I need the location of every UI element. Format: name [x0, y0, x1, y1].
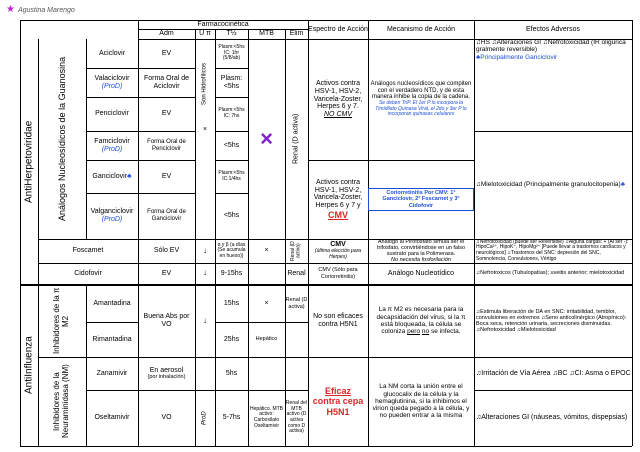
drug-oseltamivir: Oseltamivir [94, 414, 130, 422]
upi-analogos-x: × [202, 126, 208, 134]
header-farmacocinetica: Farmacocinética [197, 20, 249, 28]
adm-valganciclovir: Forma Oral de Ganciclovir [147, 209, 186, 222]
drug-foscarnet: Foscamet [72, 247, 104, 255]
mtb-amantadina: × [264, 299, 269, 307]
efectos-oseltamivir: ♫Alteraciones GI (náuseas, vómitos, dispepsias) [476, 414, 628, 422]
group-antiherpetoviridae: AntiHerpetoviridae [23, 120, 35, 203]
grid-line [632, 20, 633, 446]
mecanismo-analogos-1: Análogos nucleosídicos que compiten con el verdadero NTD, y de esta manera inhibe la copia de la cadena. Se deben TriP. El 1er P lo incorpora la Timidilato Quinasa Viral, el 2do y 3er P lo incorporan quinasas celulares [370, 81, 472, 118]
elim-cidofovir: Renal [287, 269, 306, 277]
drug-valganciclovir: Valganciclovir (ProD) [90, 208, 134, 223]
drug-rimantadina: Rimantadina [92, 335, 132, 343]
espectro-cidofovir: CMV (Sólo para Coriorretinitis) [318, 267, 358, 280]
upi-foscarnet: ↓ [203, 245, 207, 255]
mtb-foscarnet: × [264, 247, 269, 255]
efectos-zanamivir: ♫Irritación de Vía Aérea ♫BC ♫CI: Asma o EPOC [476, 369, 631, 377]
adm-valaciclovir: Forma Oral de Aciclovir [143, 74, 190, 90]
header-elim: Elim [289, 30, 304, 38]
grid-line [20, 446, 632, 447]
mecanismo-foscarnet: Análogo al Pirofosfato simula ser el trifosfato, convirtiéndose en un falso sustrato para la Polimerasa. No necesita fosforilación [376, 239, 466, 263]
adm-m2: Buena Abs por VO [143, 313, 190, 328]
star-icon: ★ [6, 4, 15, 15]
efectos-m2: ♫Estimula liberación de DA en SNC: irritabilidad, temblor, convulsiones en extremos ♫Seno anticolinérgico (Atropínico): Boca seca, retención urinaria, secreciones disminuidas. ♫Nefrotoxicidad ♫Mielotoxicidad [476, 308, 627, 334]
group-inhib-m2: Inhibidores de la π M2 [52, 287, 70, 355]
mtb-oseltamivir: Hepático. MTB activo: Carboxilato Oseltamivir [249, 405, 284, 429]
thalf-valganciclovir: <5hs [223, 212, 240, 220]
efectos-foscarnet: ♫Nefrotoxicidad (puede ser Reversible) ♫Alguna cargas: + (Al ser -): HipoCa²⁺, HipoK⁺, HipoMg²⁺ [Puede llevar a trastornos cardíacos y neurológicos] ♫Trastornos del SNC: depresión del SNC, Somnolencia, Convulsiones, Vértigo [476, 239, 629, 262]
upi-analogos-note: Son Hidrofílicos [201, 62, 208, 106]
header-espectro: Espectro de Acción [308, 25, 368, 33]
header-adm: Adm [159, 30, 174, 38]
thalf-aciclovir: Plasm:<5hs IC: 1hr (5/8/ab) [218, 44, 245, 62]
elim-analogos: Renal (D activa) [292, 113, 300, 165]
drug-zanamivir: Zanamivir [96, 369, 128, 377]
drug-penciclovir: Penciclovir [95, 110, 129, 118]
mecanismo-cidofovir: Análogo Nucleotídico [387, 269, 455, 277]
mtb-analogos-x-icon: × [260, 125, 273, 151]
elim-oseltamivir: Renal del MTB activo (D activa como D activa) [285, 400, 308, 435]
club-icon: ♣ [127, 172, 132, 180]
thalf-famciclovir: <5hs [223, 141, 240, 149]
drug-amantadina: Amantadina [93, 299, 131, 307]
upi-cidofovir: ↓ [203, 268, 207, 278]
group-antiinfluenza: AntiInfluenza [23, 336, 35, 395]
group-inhib-neura: Inhibidores de la Neuraminidasa (NM) [52, 364, 70, 439]
drug-famciclovir: Famciclovir (ProD) [94, 137, 130, 153]
header-efectos: Efectos Adversos [525, 25, 581, 33]
header-upi: U π [199, 30, 211, 38]
header-mecanismo: Mecanismo de Acción [386, 25, 456, 33]
upi-m2: ↓ [203, 315, 207, 325]
header-thalf: T½ [226, 30, 237, 38]
adm-zanamivir: En aerosol (por inhalación) [147, 366, 186, 381]
thalf-valaciclovir: Plasm: <5hs [220, 74, 243, 90]
espectro-m2: No son eficaces contra H5N1 [313, 313, 363, 328]
espectro-nm: Eficaz contra cepa H5N1 [312, 386, 364, 417]
mecanismo-analogos-2: Coriorretinitis Por CMV: 1° Ganciclovir, 2° Foscarnet y 3° Cidofovir [368, 160, 474, 239]
club-icon: ♣ [620, 181, 625, 189]
drug-valaciclovir: Valaciclovir (ProD) [94, 74, 130, 90]
adm-cidofovir: EV [161, 269, 172, 277]
mtb-rimantadina: Hepático [255, 336, 278, 343]
espectro-foscarnet: CMV (última elección para Herpes) [314, 241, 362, 260]
upi-oseltamivir: ProD [201, 411, 208, 425]
adm-oseltamivir: VO [161, 414, 172, 422]
thalf-penciclovir: Plasm:<5hs IC: 7hs [218, 107, 245, 119]
adm-penciclovir: EV [161, 110, 172, 118]
thalf-amantadina: 15hs [223, 299, 240, 307]
author-label: ★ Agustina Marengo [6, 4, 75, 15]
adm-famciclovir: Forma Oral de Penciclovir [147, 138, 186, 152]
adm-aciclovir: EV [161, 49, 172, 57]
efectos-analogos-2: ♫Mielotoxicidad (Principalmente granulocitopenia) ♣ [476, 181, 625, 189]
espectro-analogos-1: Activos contra HSV-1, HSV-2, Varicela-Zoster, Herpes 6 y 7. NO CMV [313, 79, 363, 119]
elim-foscarnet: Renal (D activa) [289, 241, 302, 261]
thalf-oseltamivir: 5-7hs [222, 414, 241, 422]
mecanismo-m2: La π M2 es necesaria para la decapsidación del virus, si la π está bloqueada, la célula se coloniza pero no se infecta. [376, 306, 466, 336]
drug-ganciclovir: Ganciclovir ♣ [92, 172, 132, 180]
espectro-analogos-2: Activos contra HSV-1, HSV-2, Varicela-Zoster, Herpes 6 y 7 y CMV [313, 178, 363, 221]
thalf-zanamivir: 5hs [225, 369, 238, 377]
group-analogos: Análogos Nucleosídicos de la Guanosina [56, 56, 67, 222]
thalf-ganciclovir: Plasm:<5hs IC:1/4hs [218, 169, 245, 182]
header-mtb: MTB [259, 30, 274, 38]
drug-aciclovir: Aciclovir [98, 49, 126, 57]
efectos-analogos-1: ♫HS ♫Alteraciones GI ♫Nefrotoxicidad (IR oligúrica gralmente reversible) ♣Principalmente Ganciclovir [476, 39, 626, 61]
thalf-cidofovir: 9-15hs [220, 269, 243, 277]
thalf-rimantadina: 25hs [223, 335, 240, 343]
adm-ganciclovir: EV [161, 172, 172, 180]
thalf-foscarnet: α y β (a días (Se acumula en hueso)) [217, 241, 246, 259]
adm-foscarnet: Sólo EV [153, 247, 180, 255]
mecanismo-nm: La NM corta la unión entre el glucocalix de la célula y la hemaglutinina, si la inhibimos el virion queda pegado a la célula, y no pueden entrar a la misma [372, 383, 470, 420]
efectos-cidofovir: ♫Nefrotoxicos (Tubulopatías); uveitis anterior; mielotoxicidad [476, 270, 625, 277]
elim-amantadina: Renal (D activa) [285, 297, 308, 310]
drug-cidofovir: Cidofovir [74, 269, 102, 277]
